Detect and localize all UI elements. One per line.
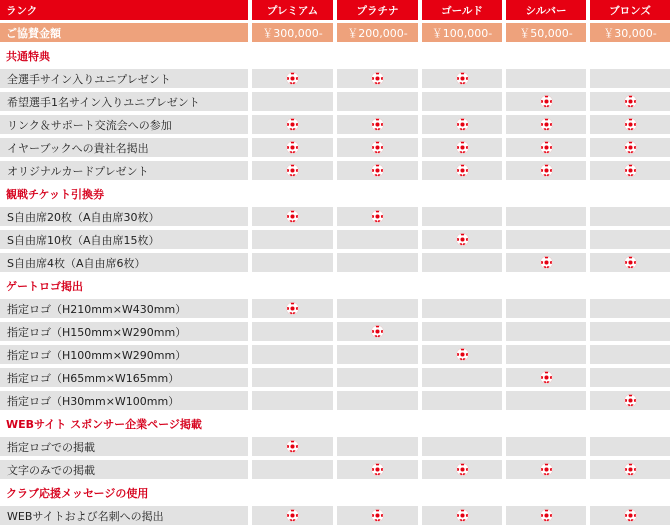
soccer-ball-icon <box>624 118 637 131</box>
section-heading <box>0 46 670 65</box>
benefit-row <box>0 368 670 387</box>
benefit-row <box>0 253 670 272</box>
mark-cell-platinum <box>337 138 418 157</box>
mark-cell-silver <box>506 345 586 364</box>
mark-cell-platinum <box>337 92 418 111</box>
soccer-ball-icon <box>371 463 384 476</box>
mark-cell-bronze <box>590 506 670 525</box>
mark-cell-silver <box>506 207 586 226</box>
soccer-ball-icon <box>371 509 384 522</box>
soccer-ball-icon <box>286 118 299 131</box>
benefit-row <box>0 230 670 249</box>
soccer-ball-icon <box>540 118 553 131</box>
soccer-ball-icon <box>456 141 469 154</box>
mark-cell-premium <box>252 506 333 525</box>
mark-cell-gold <box>422 69 502 88</box>
benefit-row <box>0 345 670 364</box>
soccer-ball-icon <box>286 440 299 453</box>
mark-cell-gold <box>422 253 502 272</box>
mark-cell-silver <box>506 437 586 456</box>
benefit-row <box>0 138 670 157</box>
soccer-ball-icon <box>540 256 553 269</box>
plan-header-premium: プレミアム <box>252 0 333 20</box>
benefit-row <box>0 115 670 134</box>
mark-cell-gold <box>422 138 502 157</box>
mark-cell-bronze <box>590 322 670 341</box>
soccer-ball-icon <box>286 302 299 315</box>
benefit-label: 指定ロゴ（H65mm×W165mm） <box>0 368 248 387</box>
mark-cell-platinum <box>337 345 418 364</box>
mark-cell-platinum <box>337 69 418 88</box>
plan-header-silver: シルバー <box>506 0 586 20</box>
section-title: WEBサイト スポンサー企業ページ掲載 <box>0 414 248 433</box>
mark-cell-platinum <box>337 506 418 525</box>
plan-header-platinum: プラチナ <box>337 0 418 20</box>
price-label: ご協賛金額 <box>0 23 248 42</box>
mark-cell-platinum <box>337 437 418 456</box>
benefit-row <box>0 207 670 226</box>
soccer-ball-icon <box>624 141 637 154</box>
mark-cell-silver <box>506 460 586 479</box>
mark-cell-gold <box>422 391 502 410</box>
benefit-label: 文字のみでの掲載 <box>0 460 248 479</box>
mark-cell-bronze <box>590 138 670 157</box>
mark-cell-bronze <box>590 391 670 410</box>
mark-cell-premium <box>252 345 333 364</box>
section-heading <box>0 184 670 203</box>
benefit-row <box>0 391 670 410</box>
price-platinum: ￥200,000- <box>337 23 418 42</box>
mark-cell-gold <box>422 230 502 249</box>
header-row <box>0 0 670 20</box>
mark-cell-silver <box>506 138 586 157</box>
benefit-label: S自由席10枚（A自由席15枚） <box>0 230 248 249</box>
mark-cell-gold <box>422 437 502 456</box>
benefit-label: イヤーブックへの貴社名掲出 <box>0 138 248 157</box>
section-title: クラブ応援メッセージの使用 <box>0 483 248 502</box>
soccer-ball-icon <box>456 118 469 131</box>
soccer-ball-icon <box>540 371 553 384</box>
soccer-ball-icon <box>540 141 553 154</box>
mark-cell-gold <box>422 368 502 387</box>
mark-cell-silver <box>506 161 586 180</box>
mark-cell-premium <box>252 115 333 134</box>
price-premium: ￥300,000- <box>252 23 333 42</box>
soccer-ball-icon <box>286 164 299 177</box>
mark-cell-bronze <box>590 69 670 88</box>
benefit-row <box>0 437 670 456</box>
mark-cell-silver <box>506 69 586 88</box>
benefit-row <box>0 299 670 318</box>
mark-cell-bronze <box>590 368 670 387</box>
benefit-label: 指定ロゴでの掲載 <box>0 437 248 456</box>
soccer-ball-icon <box>286 210 299 223</box>
soccer-ball-icon <box>540 463 553 476</box>
benefit-label: 指定ロゴ（H100mm×W290mm） <box>0 345 248 364</box>
section-heading <box>0 483 670 502</box>
mark-cell-platinum <box>337 368 418 387</box>
mark-cell-gold <box>422 299 502 318</box>
price-row <box>0 23 670 42</box>
benefit-label: オリジナルカードプレゼント <box>0 161 248 180</box>
mark-cell-platinum <box>337 460 418 479</box>
benefit-label: リンク＆サポート交流会への参加 <box>0 115 248 134</box>
mark-cell-premium <box>252 92 333 111</box>
benefit-label: 指定ロゴ（H210mm×W430mm） <box>0 299 248 318</box>
mark-cell-silver <box>506 115 586 134</box>
soccer-ball-icon <box>540 95 553 108</box>
mark-cell-premium <box>252 368 333 387</box>
benefit-row <box>0 69 670 88</box>
benefit-row <box>0 506 670 525</box>
soccer-ball-icon <box>624 164 637 177</box>
benefit-label: S自由席4枚（A自由席6枚） <box>0 253 248 272</box>
benefit-label: 指定ロゴ（H30mm×W100mm） <box>0 391 248 410</box>
benefit-label: WEBサイトおよび名刺への掲出 <box>0 506 248 525</box>
benefit-row <box>0 322 670 341</box>
mark-cell-gold <box>422 92 502 111</box>
mark-cell-platinum <box>337 207 418 226</box>
benefit-label: S自由席20枚（A自由席30枚） <box>0 207 248 226</box>
mark-cell-silver <box>506 506 586 525</box>
mark-cell-premium <box>252 437 333 456</box>
mark-cell-premium <box>252 138 333 157</box>
soccer-ball-icon <box>286 141 299 154</box>
benefit-row <box>0 92 670 111</box>
soccer-ball-icon <box>456 164 469 177</box>
mark-cell-platinum <box>337 115 418 134</box>
mark-cell-premium <box>252 207 333 226</box>
mark-cell-premium <box>252 253 333 272</box>
mark-cell-bronze <box>590 299 670 318</box>
mark-cell-bronze <box>590 460 670 479</box>
mark-cell-bronze <box>590 115 670 134</box>
soccer-ball-icon <box>286 72 299 85</box>
soccer-ball-icon <box>371 118 384 131</box>
mark-cell-premium <box>252 322 333 341</box>
mark-cell-platinum <box>337 253 418 272</box>
soccer-ball-icon <box>456 509 469 522</box>
mark-cell-platinum <box>337 230 418 249</box>
soccer-ball-icon <box>371 210 384 223</box>
price-bronze: ￥30,000- <box>590 23 670 42</box>
mark-cell-bronze <box>590 253 670 272</box>
mark-cell-platinum <box>337 161 418 180</box>
soccer-ball-icon <box>624 256 637 269</box>
mark-cell-silver <box>506 253 586 272</box>
benefit-label: 全選手サイン入りユニプレゼント <box>0 69 248 88</box>
benefit-label: 希望選手1名サイン入りユニプレゼント <box>0 92 248 111</box>
soccer-ball-icon <box>624 463 637 476</box>
mark-cell-silver <box>506 92 586 111</box>
mark-cell-gold <box>422 345 502 364</box>
mark-cell-premium <box>252 161 333 180</box>
mark-cell-bronze <box>590 230 670 249</box>
mark-cell-silver <box>506 299 586 318</box>
mark-cell-bronze <box>590 161 670 180</box>
mark-cell-silver <box>506 322 586 341</box>
soccer-ball-icon <box>456 72 469 85</box>
mark-cell-bronze <box>590 345 670 364</box>
plan-header-bronze: ブロンズ <box>590 0 670 20</box>
mark-cell-bronze <box>590 92 670 111</box>
section-heading <box>0 414 670 433</box>
benefit-label: 指定ロゴ（H150mm×W290mm） <box>0 322 248 341</box>
mark-cell-gold <box>422 460 502 479</box>
mark-cell-premium <box>252 460 333 479</box>
rank-header: ランク <box>0 0 248 20</box>
mark-cell-premium <box>252 69 333 88</box>
section-heading <box>0 276 670 295</box>
mark-cell-platinum <box>337 299 418 318</box>
soccer-ball-icon <box>371 72 384 85</box>
mark-cell-platinum <box>337 391 418 410</box>
mark-cell-bronze <box>590 207 670 226</box>
mark-cell-gold <box>422 322 502 341</box>
price-silver: ￥50,000- <box>506 23 586 42</box>
soccer-ball-icon <box>456 463 469 476</box>
mark-cell-premium <box>252 230 333 249</box>
soccer-ball-icon <box>371 141 384 154</box>
benefit-row <box>0 161 670 180</box>
soccer-ball-icon <box>624 394 637 407</box>
soccer-ball-icon <box>371 164 384 177</box>
mark-cell-premium <box>252 391 333 410</box>
section-title: 観戦チケット引換券 <box>0 184 248 203</box>
soccer-ball-icon <box>540 509 553 522</box>
mark-cell-platinum <box>337 322 418 341</box>
price-gold: ￥100,000- <box>422 23 502 42</box>
soccer-ball-icon <box>540 164 553 177</box>
section-title: 共通特典 <box>0 46 248 65</box>
mark-cell-gold <box>422 161 502 180</box>
soccer-ball-icon <box>286 509 299 522</box>
mark-cell-gold <box>422 506 502 525</box>
plan-header-gold: ゴールド <box>422 0 502 20</box>
soccer-ball-icon <box>371 325 384 338</box>
section-title: ゲートロゴ掲出 <box>0 276 248 295</box>
mark-cell-silver <box>506 391 586 410</box>
benefit-row <box>0 460 670 479</box>
mark-cell-silver <box>506 368 586 387</box>
soccer-ball-icon <box>456 348 469 361</box>
mark-cell-premium <box>252 299 333 318</box>
soccer-ball-icon <box>624 509 637 522</box>
mark-cell-gold <box>422 207 502 226</box>
mark-cell-silver <box>506 230 586 249</box>
mark-cell-bronze <box>590 437 670 456</box>
soccer-ball-icon <box>624 95 637 108</box>
soccer-ball-icon <box>456 233 469 246</box>
mark-cell-gold <box>422 115 502 134</box>
